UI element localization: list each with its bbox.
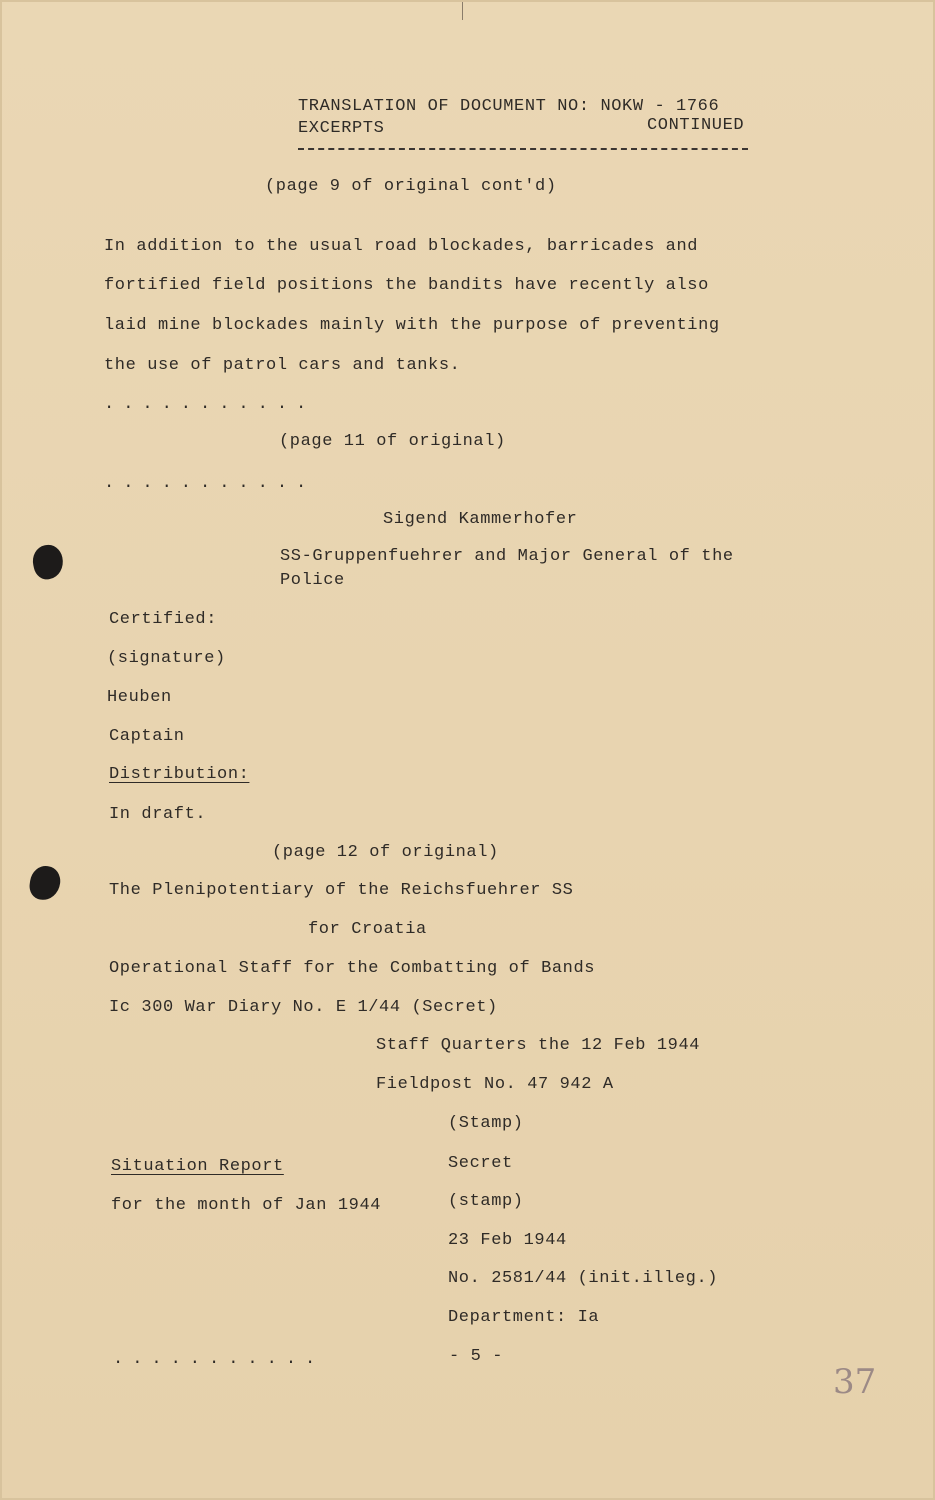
body-line-3: laid mine blockades mainly with the purpose of preventing	[104, 316, 720, 335]
continued-label: CONTINUED	[647, 116, 745, 135]
signatory-title-line-1: SS-Gruppenfuehrer and Major General of the	[280, 547, 734, 566]
distribution-value: In draft.	[109, 805, 207, 824]
body-line-4: the use of patrol cars and tanks.	[104, 356, 461, 375]
ellipsis-row-2: ...........	[104, 474, 316, 493]
body-line-2: fortified field positions the bandits have recently also	[104, 276, 709, 295]
page-12-reference: (page 12 of original)	[272, 843, 499, 862]
stamp-number: No. 2581/44 (init.illeg.)	[448, 1269, 719, 1288]
report-month: for the month of Jan 1944	[111, 1196, 382, 1215]
operational-staff-line: Operational Staff for the Combatting of Bands	[109, 959, 596, 978]
certifier-rank: Captain	[109, 727, 185, 746]
pencil-annotation: 37	[833, 1362, 877, 1402]
certifier-name: Heuben	[107, 688, 172, 707]
header-rule	[298, 148, 748, 150]
paper-mark	[462, 2, 463, 20]
signature-placeholder: (signature)	[107, 649, 226, 668]
body-line-1: In addition to the usual road blockades, barricades and	[104, 237, 699, 256]
page-9-reference: (page 9 of original cont'd)	[265, 177, 557, 196]
stamp-note-1: (Stamp)	[448, 1114, 524, 1133]
certified-label: Certified:	[109, 610, 218, 629]
signatory-title-line-2: Police	[280, 571, 345, 590]
stamp-date: 23 Feb 1944	[448, 1231, 567, 1250]
staff-quarters-line: Staff Quarters the 12 Feb 1944	[376, 1036, 701, 1055]
document-title: TRANSLATION OF DOCUMENT NO: NOKW - 1766	[298, 97, 720, 116]
ellipsis-row-3: ...........	[113, 1350, 325, 1369]
page-11-reference: (page 11 of original)	[279, 432, 506, 451]
for-croatia-line: for Croatia	[308, 920, 427, 939]
ellipsis-row-1: ...........	[104, 395, 316, 414]
plenipotentiary-line: The Plenipotentiary of the Reichsfuehrer SS	[109, 881, 574, 900]
fieldpost-line: Fieldpost No. 47 942 A	[376, 1075, 614, 1094]
department-line: Department: Ia	[448, 1308, 600, 1327]
excerpts-label: EXCERPTS	[298, 119, 385, 138]
war-diary-line: Ic 300 War Diary No. E 1/44 (Secret)	[109, 998, 498, 1017]
page-number: - 5 -	[449, 1347, 504, 1366]
punch-hole-upper	[30, 542, 66, 581]
classification-secret: Secret	[448, 1154, 513, 1173]
stamp-note-2: (stamp)	[448, 1192, 524, 1211]
punch-hole-lower	[28, 864, 62, 902]
signed-by: Sigend Kammerhofer	[383, 510, 578, 529]
situation-report-heading: Situation Report	[111, 1157, 284, 1176]
distribution-heading: Distribution:	[109, 765, 250, 784]
